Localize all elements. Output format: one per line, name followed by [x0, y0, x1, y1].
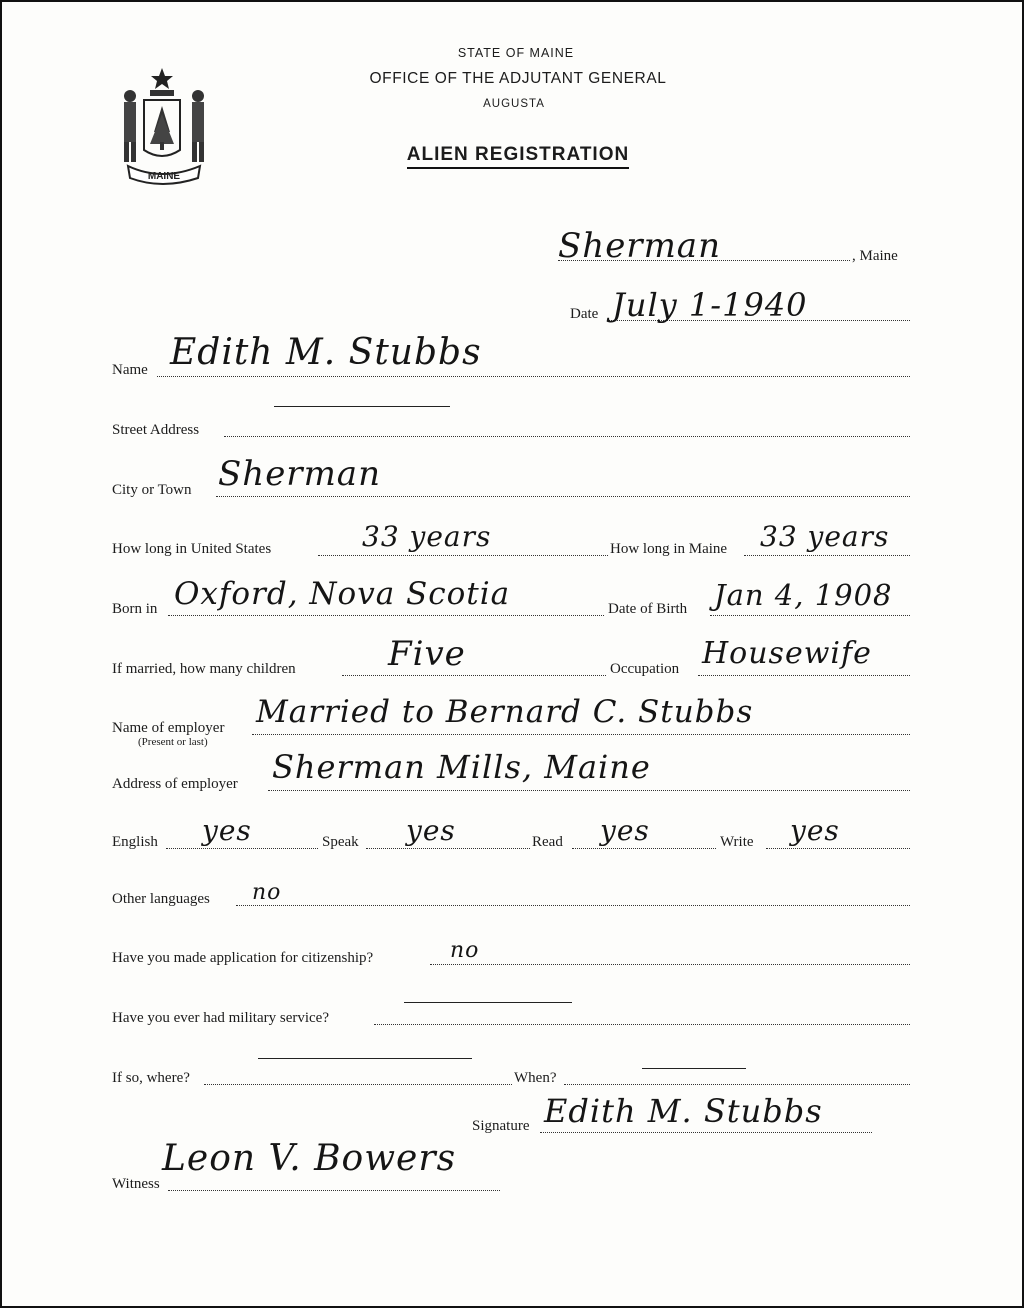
employer-name-label: Name of employer	[112, 720, 225, 736]
born-in-label: Born in	[112, 601, 158, 617]
how-long-us-line	[318, 555, 608, 556]
city-label: City or Town	[112, 482, 192, 498]
maine-label: , Maine	[852, 248, 898, 264]
date-of-birth-value: Jan 4, 1908	[714, 578, 893, 612]
military-label: Have you ever had military service?	[112, 1010, 329, 1026]
city-heading: AUGUSTA	[483, 98, 545, 110]
employer-address-value: Sherman Mills, Maine	[272, 748, 651, 786]
english-label: English	[112, 834, 158, 850]
military-stroke	[404, 1002, 572, 1003]
how-long-us-value: 33 years	[362, 520, 492, 553]
speak-label: Speak	[322, 834, 359, 850]
citizenship-line	[430, 964, 910, 965]
read-label: Read	[532, 834, 563, 850]
children-line	[342, 675, 606, 676]
occupation-label: Occupation	[610, 661, 680, 677]
where-line	[204, 1084, 512, 1085]
date-of-birth-label: Date of Birth	[608, 601, 688, 617]
military-line	[374, 1024, 910, 1025]
date-label: Date	[570, 306, 599, 322]
city-value: Sherman	[218, 454, 381, 494]
other-languages-line	[236, 905, 910, 906]
citizenship-label: Have you made application for citizenship?	[112, 950, 374, 966]
date-of-birth-line	[710, 615, 910, 616]
born-in-value: Oxford, Nova Scotia	[174, 576, 511, 612]
signature-value: Edith M. Stubbs	[544, 1092, 823, 1130]
signature-line	[540, 1132, 872, 1133]
children-value: Five	[388, 634, 466, 674]
employer-name-value: Married to Bernard C. Stubbs	[256, 694, 754, 730]
date-value: July 1-1940	[612, 286, 808, 324]
other-languages-value: no	[252, 880, 282, 905]
form-title: ALIEN REGISTRATION	[6, 144, 1024, 166]
employer-note: (Present or last)	[138, 736, 208, 748]
occupation-line	[698, 675, 910, 676]
speak-value: yes	[406, 814, 456, 847]
signature-label: Signature	[472, 1118, 530, 1134]
when-stroke	[642, 1068, 746, 1069]
employer-address-label: Address of employer	[112, 776, 238, 792]
write-value: yes	[790, 814, 840, 847]
occupation-value: Housewife	[702, 636, 872, 671]
witness-value: Leon V. Bowers	[162, 1138, 457, 1179]
when-label: When?	[514, 1070, 557, 1086]
read-line	[572, 848, 716, 849]
born-in-line	[168, 615, 604, 616]
svg-text:MAINE: MAINE	[147, 171, 181, 182]
stroke-mark	[274, 406, 450, 407]
how-long-maine-line	[744, 555, 910, 556]
english-line	[166, 848, 318, 849]
speak-line	[366, 848, 530, 849]
how-long-us-label: How long in United States	[112, 541, 272, 557]
read-value: yes	[600, 814, 650, 847]
name-label: Name	[112, 362, 148, 378]
state-heading: STATE OF MAINE	[457, 46, 575, 60]
employer-name-line	[252, 734, 910, 735]
street-label: Street Address	[112, 422, 200, 438]
city-line	[216, 496, 910, 497]
office-heading: OFFICE OF THE ADJUTANT GENERAL	[369, 70, 667, 87]
where-label: If so, where?	[112, 1070, 190, 1086]
citizenship-value: no	[450, 938, 480, 963]
witness-label: Witness	[112, 1176, 160, 1192]
when-line	[564, 1084, 910, 1085]
where-stroke	[258, 1058, 472, 1059]
witness-line	[168, 1190, 500, 1191]
write-label: Write	[720, 834, 754, 850]
employer-address-line	[268, 790, 910, 791]
english-value: yes	[202, 814, 252, 847]
write-line	[766, 848, 910, 849]
other-languages-label: Other languages	[112, 891, 210, 907]
name-value: Edith M. Stubbs	[170, 332, 482, 373]
street-line	[224, 436, 910, 437]
town-value: Sherman	[558, 226, 721, 266]
children-label: If married, how many children	[112, 661, 296, 677]
how-long-maine-label: How long in Maine	[610, 541, 728, 557]
name-line	[157, 376, 910, 377]
how-long-maine-value: 33 years	[760, 520, 890, 553]
